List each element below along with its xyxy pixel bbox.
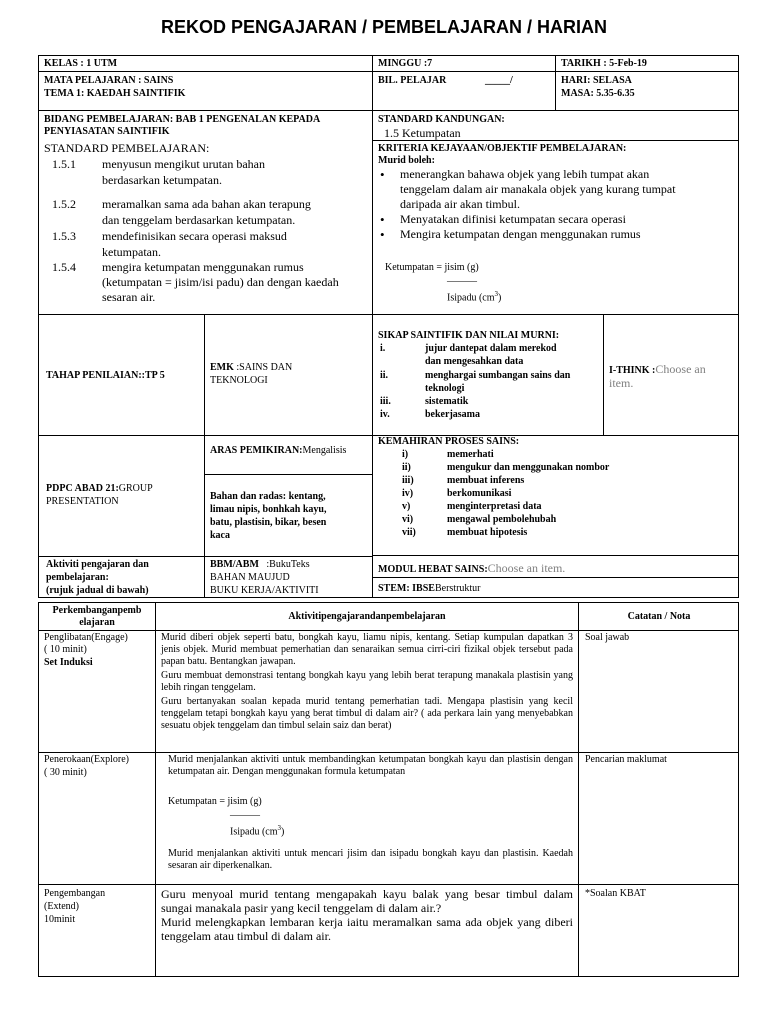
bahan-line: Bahan dan radas: kentang,: [210, 491, 326, 502]
formula-line: ______: [230, 806, 260, 817]
hari-field: HARI: SELASA: [561, 75, 632, 86]
bahan-line: limau nipis, bonhkah kayu,: [210, 504, 327, 515]
sikap-text: sistematik: [425, 396, 469, 407]
ithink-field[interactable]: I-THINK :Choose an: [609, 362, 706, 376]
sp-text: sesaran air.: [102, 290, 156, 304]
sikap-label: SIKAP SAINTIFIK DAN NILAI MURNI:: [378, 330, 560, 341]
note: *Soalan KBAT: [585, 888, 646, 899]
stage-label: Pengembangan: [44, 888, 106, 899]
ithink-value2[interactable]: item.: [609, 376, 634, 390]
sp-text: menyusun mengikut urutan bahan: [102, 157, 265, 171]
stage-label: Penglibatan(Engage): [44, 632, 128, 643]
formula-bottom: Isipadu $(cm^3)$: [447, 290, 502, 304]
kriteria-item: • menerangkan bahawa objek yang lebih tumpat akan tenggelam dalam air manakala objek yang kurang tumpat daripada air akan timbul.: [378, 167, 678, 212]
bil-pelajar-blank: _____/: [485, 75, 513, 86]
activity-paragraph: Murid diberi objek seperti batu, bongkah kayu, liamu nipis, kentang. Setiap kumpulan dapatkan 3 jenis objek. Murid membuat pemerhatian dan senaraikan semua cirri-ciri fizikal objek tersebut pada papan batu. Bentangkan jawapan.: [161, 632, 573, 667]
kps-num: ii): [402, 462, 411, 473]
stage-bold: Set Induksi: [44, 657, 93, 668]
minggu-field: MINGGU :7: [378, 58, 433, 69]
kps-num: iv): [402, 488, 414, 499]
standard-pembelajaran-label: STANDARD PEMBELAJARAN:: [44, 141, 210, 155]
stage-duration: 10minit: [44, 914, 76, 925]
kriteria-list: [378, 167, 678, 242]
note: Pencarian maklumat: [585, 754, 667, 765]
sp-text: mengira ketumpatan menggunakan rumus: [102, 260, 304, 274]
standard-kandungan-label: STANDARD KANDUNGAN:: [378, 114, 505, 125]
formula-top: Ketumpatan = jisim (g): [385, 262, 479, 273]
stage-duration: ( 30 minit): [44, 767, 87, 778]
activity-paragraph: Murid melengkapkan lembaran kerja iaitu meramalkan sama ada objek yang diberi tenggelam atau timbul di dalam air.: [161, 915, 573, 943]
activity-paragraph: Guru menyoal murid tentang mengapakah kayu balak yang besar timbul dalam sungai manakala pasir yang kecil tenggelam di dalam air.?: [161, 887, 573, 915]
sikap-num: i.: [380, 343, 386, 354]
masa-field: MASA: 5.35-6.35: [561, 88, 635, 99]
kelas-field: KELAS : 1 UTM: [44, 58, 118, 69]
stem-field: STEM: IBSEBerstruktur: [378, 583, 481, 594]
sikap-num: iv.: [380, 409, 390, 420]
tema-field: TEMA 1: KAEDAH SAINTIFIK: [44, 88, 186, 99]
kriteria-item: • Menyatakan difinisi ketumpatan secara operasi: [378, 212, 678, 227]
bil-pelajar-label: BIL. PELAJAR: [378, 75, 447, 86]
bidang-line2: PENYIASATAN SAINTIFIK: [44, 126, 170, 137]
emk-field: EMK :SAINS DAN: [210, 362, 293, 373]
tahap-penilaian: TAHAP PENILAIAN::TP 5: [46, 370, 165, 381]
kps-text: berkomunikasi: [447, 488, 512, 499]
formula-line: ______: [447, 272, 477, 283]
kps-num: vii): [402, 527, 416, 538]
sp-num: 1.5.3: [52, 229, 76, 243]
bahan-line: kaca: [210, 530, 230, 541]
page-title: REKOD PENGAJARAN / PEMBELAJARAN / HARIAN: [160, 17, 608, 37]
kps-num: vi): [402, 514, 414, 525]
sikap-text: menghargai sumbangan sains dan: [425, 370, 571, 381]
header-aktiviti: Aktivitipengajarandanpembelajaran: [288, 611, 446, 622]
kps-text: memerhati: [447, 449, 494, 460]
sp-text: meramalkan sama ada bahan akan terapung: [102, 197, 311, 211]
aras-pemikiran: ARAS PEMIKIRAN:Mengalisis: [210, 445, 347, 456]
sp-num: 1.5.2: [52, 197, 76, 211]
activity-paragraph: Murid menjalankan aktiviti untuk mencari jisim dan isipadu bongkah kayu dan plastisin. Kaedah sesaran air diperkenalkan.: [168, 848, 573, 871]
pdpc-field: PDPC ABAD 21:GROUP: [46, 483, 153, 494]
kriteria-sub: Murid boleh:: [378, 155, 435, 166]
aktiviti-label: (rujuk jadual di bawah): [46, 585, 149, 596]
sp-num: 1.5.1: [52, 157, 76, 171]
kps-num: i): [402, 449, 409, 460]
sp-num: 1.5.4: [52, 260, 76, 274]
stage-duration: ( 10 minit): [44, 644, 87, 655]
sp-text: berdasarkan ketumpatan.: [102, 173, 222, 187]
activity-paragraph: Guru bertanyakan soalan kepada murid tentang pemerhatian tadi. Mengapa plastisin yang kecil tenggelam tetapi bongkah kayu yang berat timbul di dalam air? ( ada perkara lain yang menyebabkan sesuatu objek tenggelam dan timbul selain saiz dan berat): [161, 696, 573, 731]
sikap-text: bekerjasama: [425, 409, 480, 420]
bahan-line: batu, plastisin, bikar, besen: [210, 517, 327, 528]
kps-text: membuat inferens: [447, 475, 525, 486]
standard-kandungan-value: 1.5 Ketumpatan: [384, 126, 461, 140]
activity-paragraph: Guru membuat demonstrasi tentang bongkah kayu yang lebih berat terapung manakala plastisin yang lebih ringan tenggelam.: [161, 670, 573, 693]
bbm-line: BUKU KERJA/AKTIVITI: [210, 585, 319, 596]
header-perkembangan: Perkembanganpemb elajaran: [52, 605, 142, 628]
bbm-line: BAHAN MAUJUD: [210, 572, 290, 583]
sp-text: dan tenggelam berdasarkan ketumpatan.: [102, 213, 296, 227]
sikap-num: iii.: [380, 396, 391, 407]
sikap-num: ii.: [380, 370, 389, 381]
kps-text: membuat hipotesis: [447, 527, 528, 538]
bidang-line1: BIDANG PEMBELAJARAN: BAB 1 PENGENALAN KEPADA: [44, 114, 321, 125]
formula-bottom: Isipadu $(cm^3)$: [230, 824, 285, 838]
sp-text: mendefinisikan secara operasi maksud: [102, 229, 287, 243]
pdpc-value2: PRESENTATION: [46, 496, 119, 507]
kemahiran-label: KEMAHIRAN PROSES SAINS:: [378, 436, 520, 447]
kriteria-item: • Mengira ketumpatan dengan menggunakan rumus: [378, 227, 678, 242]
aktiviti-label: Aktiviti pengajaran dan: [46, 559, 149, 570]
activity-paragraph: Murid menjalankan aktiviti untuk membandingkan ketumpatan bongkah kayu dan plastisin dengan ketumpatan air. Dengan menggunakan formula ketumpatan: [168, 754, 573, 777]
stage-label: (Extend): [44, 901, 79, 912]
kps-text: menginterpretasi data: [447, 501, 542, 512]
aktiviti-label: pembelajaran:: [46, 572, 109, 583]
tarikh-field: TARIKH : 5-Feb-19: [561, 58, 647, 69]
sikap-text: teknologi: [425, 383, 465, 394]
header-catatan: Catatan / Nota: [627, 611, 691, 622]
formula-top: Ketumpatan = jisim (g): [168, 796, 262, 807]
kriteria-label: KRITERIA KEJAYAAN/OBJEKTIF PEMBELAJARAN:: [378, 143, 627, 154]
stage-label: Penerokaan(Explore): [44, 754, 129, 765]
mata-pelajaran-field: MATA PELAJARAN : SAINS: [44, 75, 174, 86]
kps-num: iii): [402, 475, 414, 486]
sikap-text: dan mengesahkan data: [425, 356, 524, 367]
kps-num: v): [402, 501, 411, 512]
bbm-field: BBM/ABM :BukuTeks: [210, 559, 310, 570]
emk-value2: TEKNOLOGI: [210, 375, 268, 386]
kps-text: mengawal pembolehubah: [447, 514, 557, 525]
sp-text: ketumpatan.: [102, 245, 161, 259]
modul-field[interactable]: MODUL HEBAT SAINS:Choose an item.: [378, 561, 566, 575]
sikap-text: jujur dantepat dalam merekod: [425, 343, 557, 354]
kps-text: mengukur dan menggunakan nombor: [447, 462, 610, 473]
note: Soal jawab: [585, 632, 630, 643]
sp-text: (ketumpatan = jisim/isi padu) dan dengan kaedah: [102, 275, 339, 289]
